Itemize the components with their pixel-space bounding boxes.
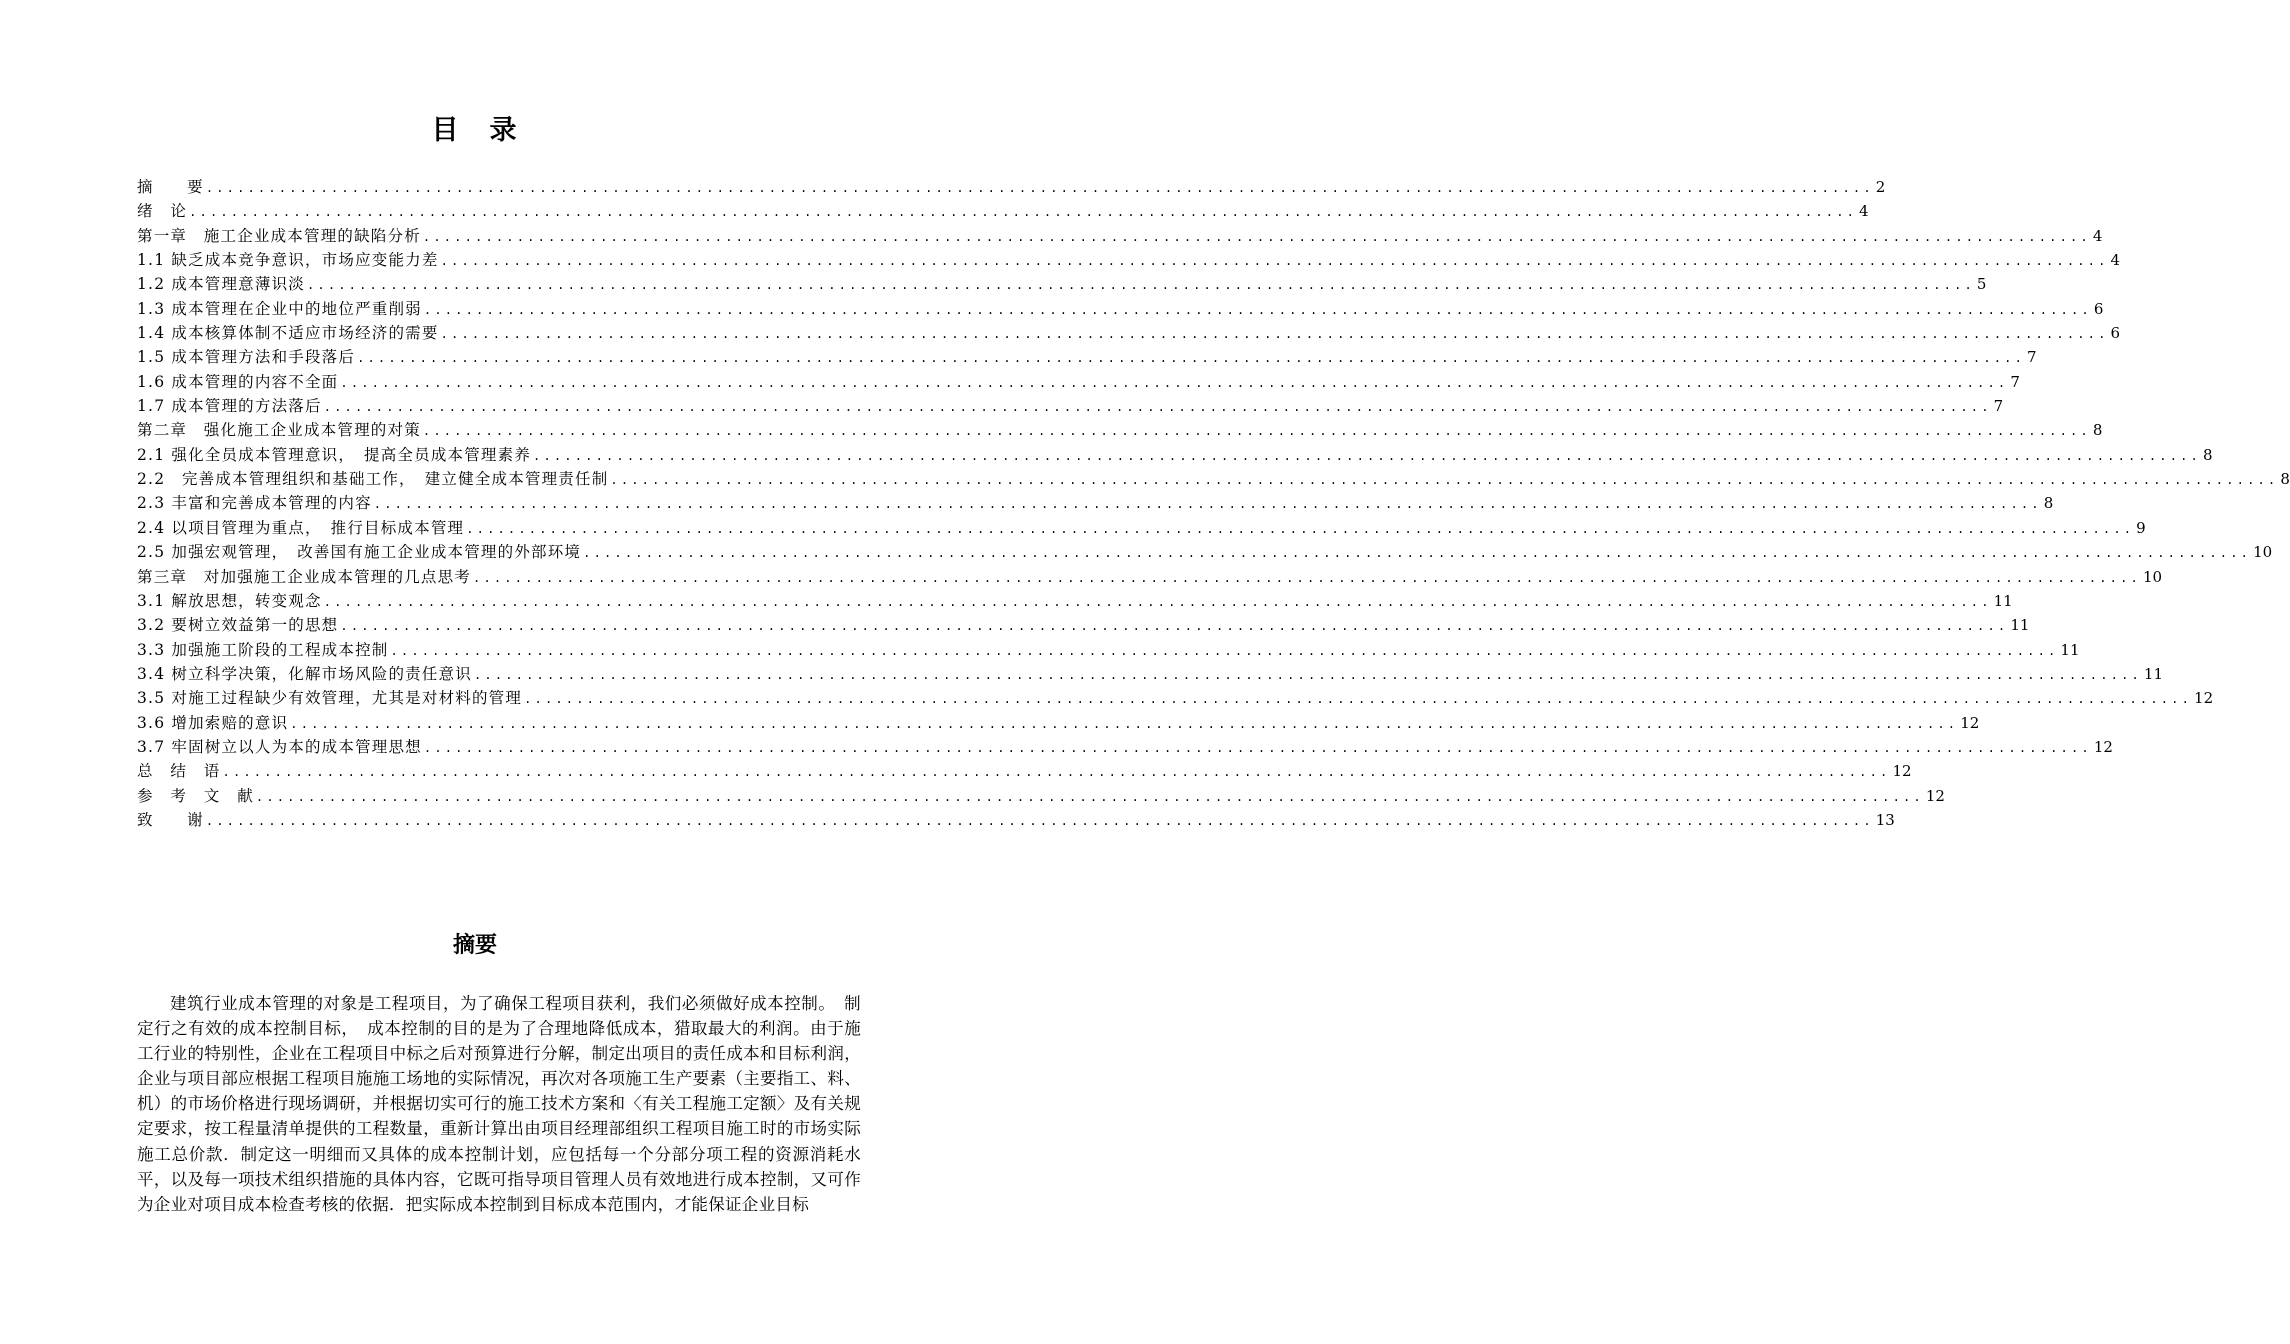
toc-entry-label: 2.3 丰富和完善成本管理的内容 (137, 494, 372, 513)
toc-entry[interactable] (137, 808, 1895, 832)
toc-dot-leader: ................................................................................................................................................................ (357, 351, 2026, 366)
toc-entry-label: 3.7 牢固树立以人为本的成本管理思想 (137, 737, 422, 756)
toc-dot-leader: ................................................................................................................................................................ (422, 229, 2091, 244)
toc-entry-label: 3.5 对施工过程缺少有效管理，尤其是对材料的管理 (137, 689, 523, 708)
toc-dot-leader: ................................................................................................................................................................ (323, 594, 1992, 609)
toc-entry-label: 1.3 成本管理在企业中的地位严重削弱 (137, 299, 422, 318)
toc-entry-page: 12 (1925, 786, 1945, 805)
toc-entry-label: 1.2 成本管理意薄识淡 (137, 275, 305, 294)
toc-entry-label: 第三章 对加强施工企业成本管理的几点思考 (137, 567, 472, 586)
toc-entry-page: 11 (1993, 591, 2013, 610)
toc-dot-leader: ................................................................................................................................................................ (610, 473, 2279, 488)
toc-entry-label: 总 结 语 (137, 762, 221, 781)
toc-entry-page: 6 (2093, 299, 2104, 318)
table-of-contents (137, 175, 2290, 832)
toc-entry[interactable] (137, 272, 1987, 296)
toc-entry[interactable] (137, 613, 2030, 637)
toc-dot-leader: ................................................................................................................................................................ (524, 692, 2193, 707)
toc-entry-label: 1.4 成本核算体制不适应市场经济的需要 (137, 324, 439, 343)
toc-entry-page: 8 (2202, 445, 2213, 464)
toc-entry-label: 3.4 树立科学决策，化解市场风险的责任意识 (137, 664, 472, 683)
toc-entry-page: 12 (1892, 762, 1912, 781)
toc-dot-leader: ................................................................................................................................................................ (423, 302, 2092, 317)
toc-dot-leader: ................................................................................................................................................................ (533, 448, 2201, 463)
toc-entry[interactable] (137, 224, 2103, 248)
toc-dot-leader: ................................................................................................................................................................ (255, 789, 1924, 804)
abstract-body: 建筑行业成本管理的对象是工程项目，为了确保工程项目获利，我们必须做好成本控制。 制定行之有效的成本控制目标， 成本控制的目的是为了合理地降低成本，猎取最大的利润。由于施工行业的特别性，企业在工程项目中标之后对预算进行分解，制定出项目的责任成本和目标利润，企业与项目部应根据工程项目施施工场地的实际情况，再次对各项施工生产要素（主要指工、料、机）的市场价格进行现场调研，并根据切实可行的施工技术方案和〈有关工程施工定额〉及有关规定要求，按工程量清单提供的工程数量，重新计算出由项目经理部组织工程项目施工时的市场实际施工总价款．制定这一明细而又具体的成本控制计划，应包括每一个分部分项工程的资源消耗水平，以及每一项技术组织措施的具体内容，它既可指导项目管理人员有效地进行成本控制，又可作为企业对项目成本检查考核的依据．把实际成本控制到目标成本范围内，才能保证企业目标 (137, 994, 861, 1214)
toc-entry-label: 3.3 加强施工阶段的工程成本控制 (137, 640, 389, 659)
toc-dot-leader: ................................................................................................................................................................ (290, 716, 1959, 731)
toc-dot-leader: ................................................................................................................................................................ (390, 643, 2059, 658)
toc-entry-page: 4 (2110, 251, 2121, 270)
toc-entry-page: 4 (2092, 226, 2103, 245)
toc-entry[interactable] (137, 370, 2020, 394)
toc-entry-label: 3.6 增加索赔的意识 (137, 713, 289, 732)
toc-entry-page: 13 (1875, 810, 1895, 829)
toc-entry-page: 9 (2136, 518, 2146, 537)
toc-entry-page: 7 (2027, 348, 2037, 367)
toc-entry[interactable] (137, 199, 1869, 223)
toc-entry-label: 2.5 加强宏观管理， 改善国有施工企业成本管理的外部环境 (137, 543, 582, 562)
toc-dot-leader: ................................................................................................................................................................ (440, 254, 2109, 269)
toc-dot-leader: ................................................................................................................................................................ (466, 521, 2135, 536)
toc-dot-leader: ................................................................................................................................................................ (440, 327, 2109, 342)
toc-entry-label: 1.7 成本管理的方法落后 (137, 397, 322, 416)
toc-entry-page: 7 (1993, 397, 2004, 416)
toc-dot-leader: ................................................................................................................................................................ (423, 740, 2092, 755)
toc-entry[interactable] (137, 759, 1912, 783)
toc-entry-page: 10 (2253, 543, 2273, 562)
toc-entry-page: 12 (2194, 689, 2214, 708)
toc-entry-label: 3.2 要树立效益第一的思想 (137, 616, 339, 635)
toc-entry-label: 1.6 成本管理的内容不全面 (137, 372, 339, 391)
toc-entry-page: 4 (1859, 202, 1869, 221)
toc-entry-label: 2.2 完善成本管理组织和基础工作， 建立健全成本管理责任制 (137, 470, 609, 489)
toc-entry-page: 5 (1976, 275, 1987, 294)
toc-entry[interactable] (137, 565, 2163, 589)
toc-dot-leader: ................................................................................................................................................................ (340, 375, 2009, 390)
toc-entry[interactable] (137, 443, 2213, 467)
toc-entry-label: 2.4 以项目管理为重点， 推行目标成本管理 (137, 518, 465, 537)
toc-title: 目 录 (431, 115, 519, 146)
toc-entry-page: 10 (2142, 567, 2163, 586)
toc-dot-leader: ................................................................................................................................................................ (583, 546, 2252, 561)
toc-entry-page: 6 (2110, 324, 2121, 343)
toc-entry[interactable] (137, 711, 1980, 735)
toc-entry-label: 1.1 缺乏成本竞争意识，市场应变能力差 (137, 251, 439, 270)
toc-dot-leader: ................................................................................................................................................................ (422, 424, 2091, 439)
toc-entry[interactable] (137, 248, 2121, 272)
toc-entry-label: 3.1 解放思想，转变观念 (137, 591, 322, 610)
toc-entry-page: 7 (2010, 372, 2020, 391)
toc-entry-page: 12 (2093, 737, 2113, 756)
toc-entry-page: 11 (2010, 616, 2030, 635)
toc-entry-page: 11 (2143, 664, 2164, 683)
toc-entry[interactable] (137, 540, 2273, 564)
toc-dot-leader: ................................................................................................................................................................ (473, 667, 2142, 682)
toc-entry[interactable] (137, 589, 2013, 613)
toc-entry[interactable] (137, 735, 2113, 759)
toc-entry-label: 参 考 文 献 (137, 786, 254, 805)
toc-entry[interactable] (137, 418, 2103, 442)
toc-entry-page: 12 (1960, 713, 1980, 732)
toc-entry-label: 第二章 强化施工企业成本管理的对策 (137, 421, 421, 440)
toc-dot-leader: ................................................................................................................................................................ (323, 400, 1992, 415)
toc-dot-leader: ................................................................................................................................................................ (473, 570, 2141, 585)
toc-entry[interactable] (137, 784, 1945, 808)
toc-entry[interactable] (137, 662, 2164, 686)
abstract-title: 摘要 (452, 932, 497, 958)
toc-dot-leader: ................................................................................................................................................................ (340, 619, 2009, 634)
toc-entry[interactable] (137, 491, 2054, 515)
toc-dot-leader: ................................................................................................................................................................ (189, 205, 1858, 220)
toc-entry-page: 2 (1875, 178, 1886, 196)
toc-entry-page: 11 (2060, 640, 2080, 659)
toc-entry[interactable] (137, 686, 2214, 710)
toc-dot-leader: ................................................................................................................................................................ (373, 497, 2042, 512)
toc-dot-leader: ................................................................................................................................................................ (205, 813, 1874, 828)
toc-entry[interactable] (137, 516, 2146, 540)
toc-entry[interactable] (137, 345, 2037, 369)
toc-entry[interactable] (137, 394, 2004, 418)
toc-entry[interactable] (137, 467, 2290, 491)
toc-entry-label: 1.5 成本管理方法和手段落后 (137, 348, 356, 367)
toc-dot-leader: ................................................................................................................................................................ (306, 278, 1975, 293)
toc-entry-page: 8 (2092, 421, 2103, 440)
toc-entry-label: 摘 要 (137, 178, 204, 196)
toc-entry-label: 2.1 强化全员成本管理意识， 提高全员成本管理素养 (137, 445, 532, 464)
toc-entry-page: 8 (2280, 470, 2290, 489)
toc-entry-label: 绪 论 (137, 202, 188, 221)
toc-entry[interactable] (137, 175, 1886, 199)
toc-entry-label: 致 谢 (137, 810, 204, 829)
toc-entry[interactable] (137, 638, 2080, 662)
toc-dot-leader: ................................................................................................................................................................ (205, 181, 1874, 195)
toc-entry[interactable] (137, 297, 2104, 321)
toc-entry-page: 8 (2043, 494, 2054, 513)
toc-entry[interactable] (137, 321, 2121, 345)
toc-entry-label: 第一章 施工企业成本管理的缺陷分析 (137, 226, 421, 245)
toc-dot-leader: ................................................................................................................................................................ (222, 765, 1891, 780)
